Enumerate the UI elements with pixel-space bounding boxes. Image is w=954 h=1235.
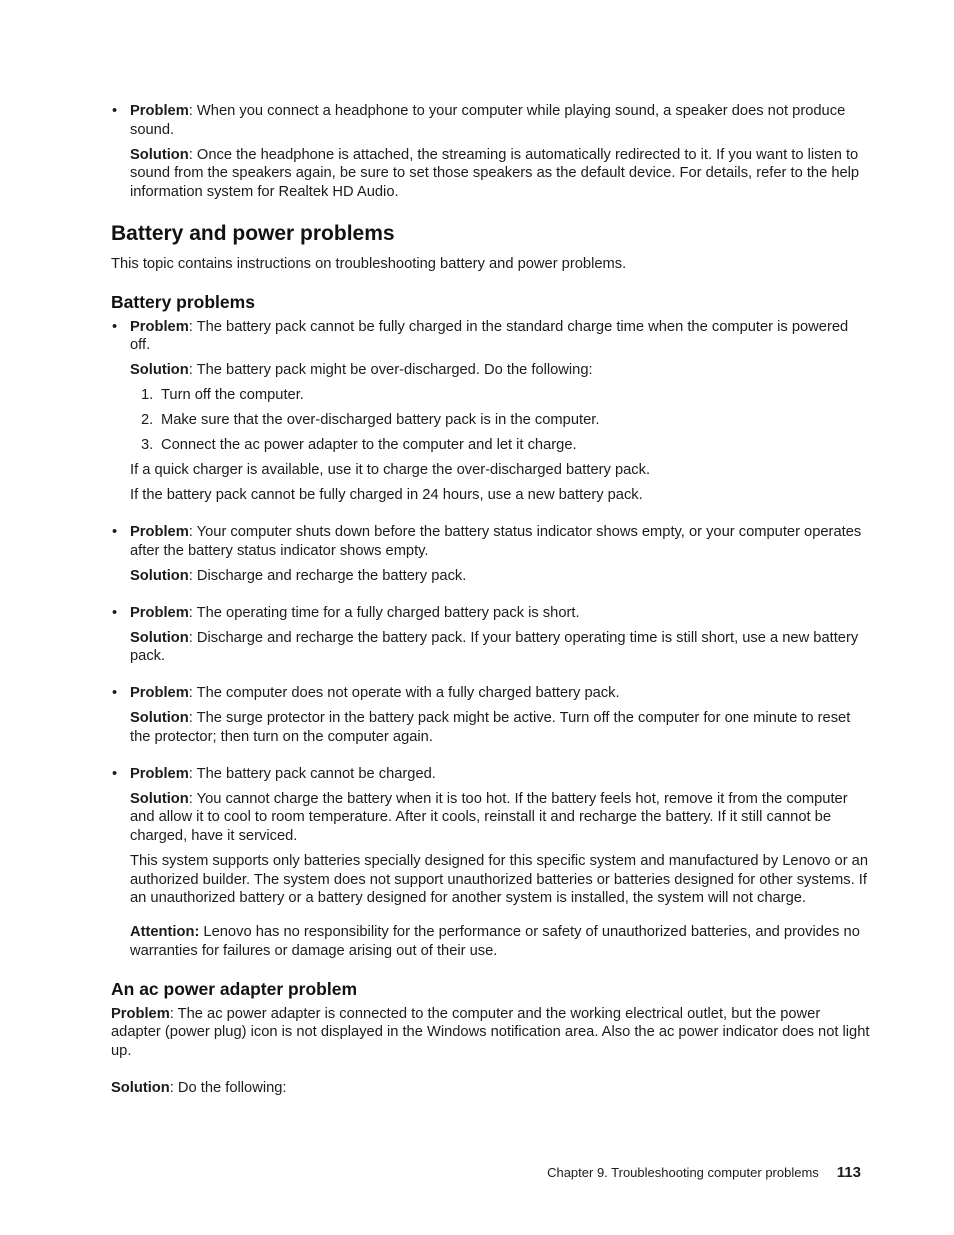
problem-text: : The battery pack cannot be charged. xyxy=(188,765,436,782)
step-item xyxy=(130,436,871,455)
solution-text: : Discharge and recharge the battery pack. xyxy=(188,567,467,584)
problem-text: : The battery pack cannot be fully charged in the standard charge time when the computer is powered off. xyxy=(130,318,849,354)
problem-label: Problem xyxy=(130,765,189,782)
step-item xyxy=(130,411,871,430)
note-paragraph: This system supports only batteries specially designed for this specific system and manufactured by Lenovo or an authorized builder. The system does not support unauthorized batteries or batteries designed for other systems. If an unauthorized battery or a battery designed for another system is installed, the system will not charge. xyxy=(130,853,869,907)
attention-paragraph xyxy=(130,923,871,960)
problem-label: Problem xyxy=(130,103,189,119)
problem-label: Problem xyxy=(130,318,189,335)
solution-paragraph xyxy=(130,146,871,202)
solution-label: Solution xyxy=(130,146,189,163)
list-item xyxy=(111,604,871,666)
problem-paragraph xyxy=(130,684,871,703)
problem-paragraph xyxy=(130,523,871,560)
list-item xyxy=(111,684,871,746)
problem-paragraph xyxy=(130,102,871,139)
footer-chapter-title: Chapter 9. Troubleshooting computer problems xyxy=(547,1165,819,1180)
problem-text: : Your computer shuts down before the battery status indicator shows empty, or your computer operates after the battery status indicator shows empty. xyxy=(130,524,862,559)
solution-label: Solution xyxy=(130,567,189,584)
attention-text: Lenovo has no responsibility for the performance or safety of unauthorized batteries, and provides no warranties for failures or damage arising out of their use. xyxy=(130,924,860,959)
solution-label: Solution xyxy=(111,1079,170,1096)
page-footer xyxy=(0,1163,861,1183)
note-paragraph: If the battery pack cannot be fully charged in 24 hours, use a new battery pack. xyxy=(130,487,643,504)
step-text: Connect the ac power adapter to the computer and let it charge. xyxy=(161,437,577,454)
problem-label: Problem xyxy=(130,524,189,541)
section-intro: This topic contains instructions on troubleshooting battery and power problems. xyxy=(111,255,627,272)
problem-paragraph xyxy=(130,604,871,623)
step-number: 1. xyxy=(141,387,154,404)
solution-text: : Once the headphone is attached, the streaming is automatically redirected to it. If you want to listen to sound from the speakers again, be sure to set those speakers as the default device. For details, refer to the help information system for Realtek HD Audio. xyxy=(130,146,860,200)
problem-text: : The computer does not operate with a fully charged battery pack. xyxy=(188,685,620,702)
solution-paragraph xyxy=(111,1079,871,1098)
solution-text: : The surge protector in the battery pack might be active. Turn off the computer for one minute to reset the protector; then turn on the computer again. xyxy=(130,710,851,745)
step-text: Make sure that the over-discharged battery pack is in the computer. xyxy=(161,412,600,429)
problem-label: Problem xyxy=(130,685,189,702)
solution-label: Solution xyxy=(130,710,189,727)
problem-paragraph xyxy=(111,1005,871,1061)
problem-paragraph xyxy=(130,765,871,784)
attention-label: Attention: xyxy=(130,924,200,941)
list-item-headphone xyxy=(111,102,871,201)
section-title: Battery and power problems xyxy=(111,222,395,246)
solution-label: Solution xyxy=(130,362,189,379)
step-item xyxy=(130,386,871,405)
solution-text: : You cannot charge the battery when it is too hot. If the battery feels hot, remove it from the computer and allow it to cool to room temperature. After it cools, reinstall it and recharge the battery. If it still cannot be charged, have it serviced. xyxy=(130,790,848,845)
solution-text: : Do the following: xyxy=(169,1079,287,1096)
problem-text: : The ac power adapter is connected to the computer and the working electrical outlet, but the power adapter (power plug) icon is not displayed in the Windows notification area. Also the ac power indicator does not light up. xyxy=(111,1005,870,1059)
note-paragraph: If a quick charger is available, use it to charge the over-discharged battery pack. xyxy=(130,462,651,479)
list-item xyxy=(111,318,871,505)
list-item xyxy=(111,765,871,961)
solution-paragraph xyxy=(130,790,871,846)
list-item xyxy=(111,523,871,585)
solution-text: : The battery pack might be over-discharged. Do the following: xyxy=(188,362,593,379)
solution-paragraph xyxy=(130,709,871,746)
problem-label: Problem xyxy=(130,604,189,621)
problem-label: Problem xyxy=(111,1005,170,1022)
step-text: Turn off the computer. xyxy=(161,387,304,404)
solution-text: : Discharge and recharge the battery pack. If your battery operating time is still short, use a new battery pack. xyxy=(130,629,859,665)
page-content xyxy=(111,102,871,1098)
subsection-title-ac-adapter: An ac power adapter problem xyxy=(111,979,358,1000)
solution-label: Solution xyxy=(130,629,189,646)
problem-text: : When you connect a headphone to your computer while playing sound, a speaker does not produce sound. xyxy=(130,103,846,138)
subsection-title-battery: Battery problems xyxy=(111,292,255,313)
problem-text: : The operating time for a fully charged battery pack is short. xyxy=(188,604,580,621)
page-number: 113 xyxy=(836,1164,861,1181)
solution-label: Solution xyxy=(130,790,189,807)
problem-paragraph xyxy=(130,318,871,355)
solution-paragraph xyxy=(130,567,871,586)
numbered-steps xyxy=(130,386,871,455)
solution-paragraph xyxy=(130,361,871,380)
step-number: 2. xyxy=(141,412,154,429)
step-number: 3. xyxy=(141,437,154,454)
solution-paragraph xyxy=(130,629,871,666)
